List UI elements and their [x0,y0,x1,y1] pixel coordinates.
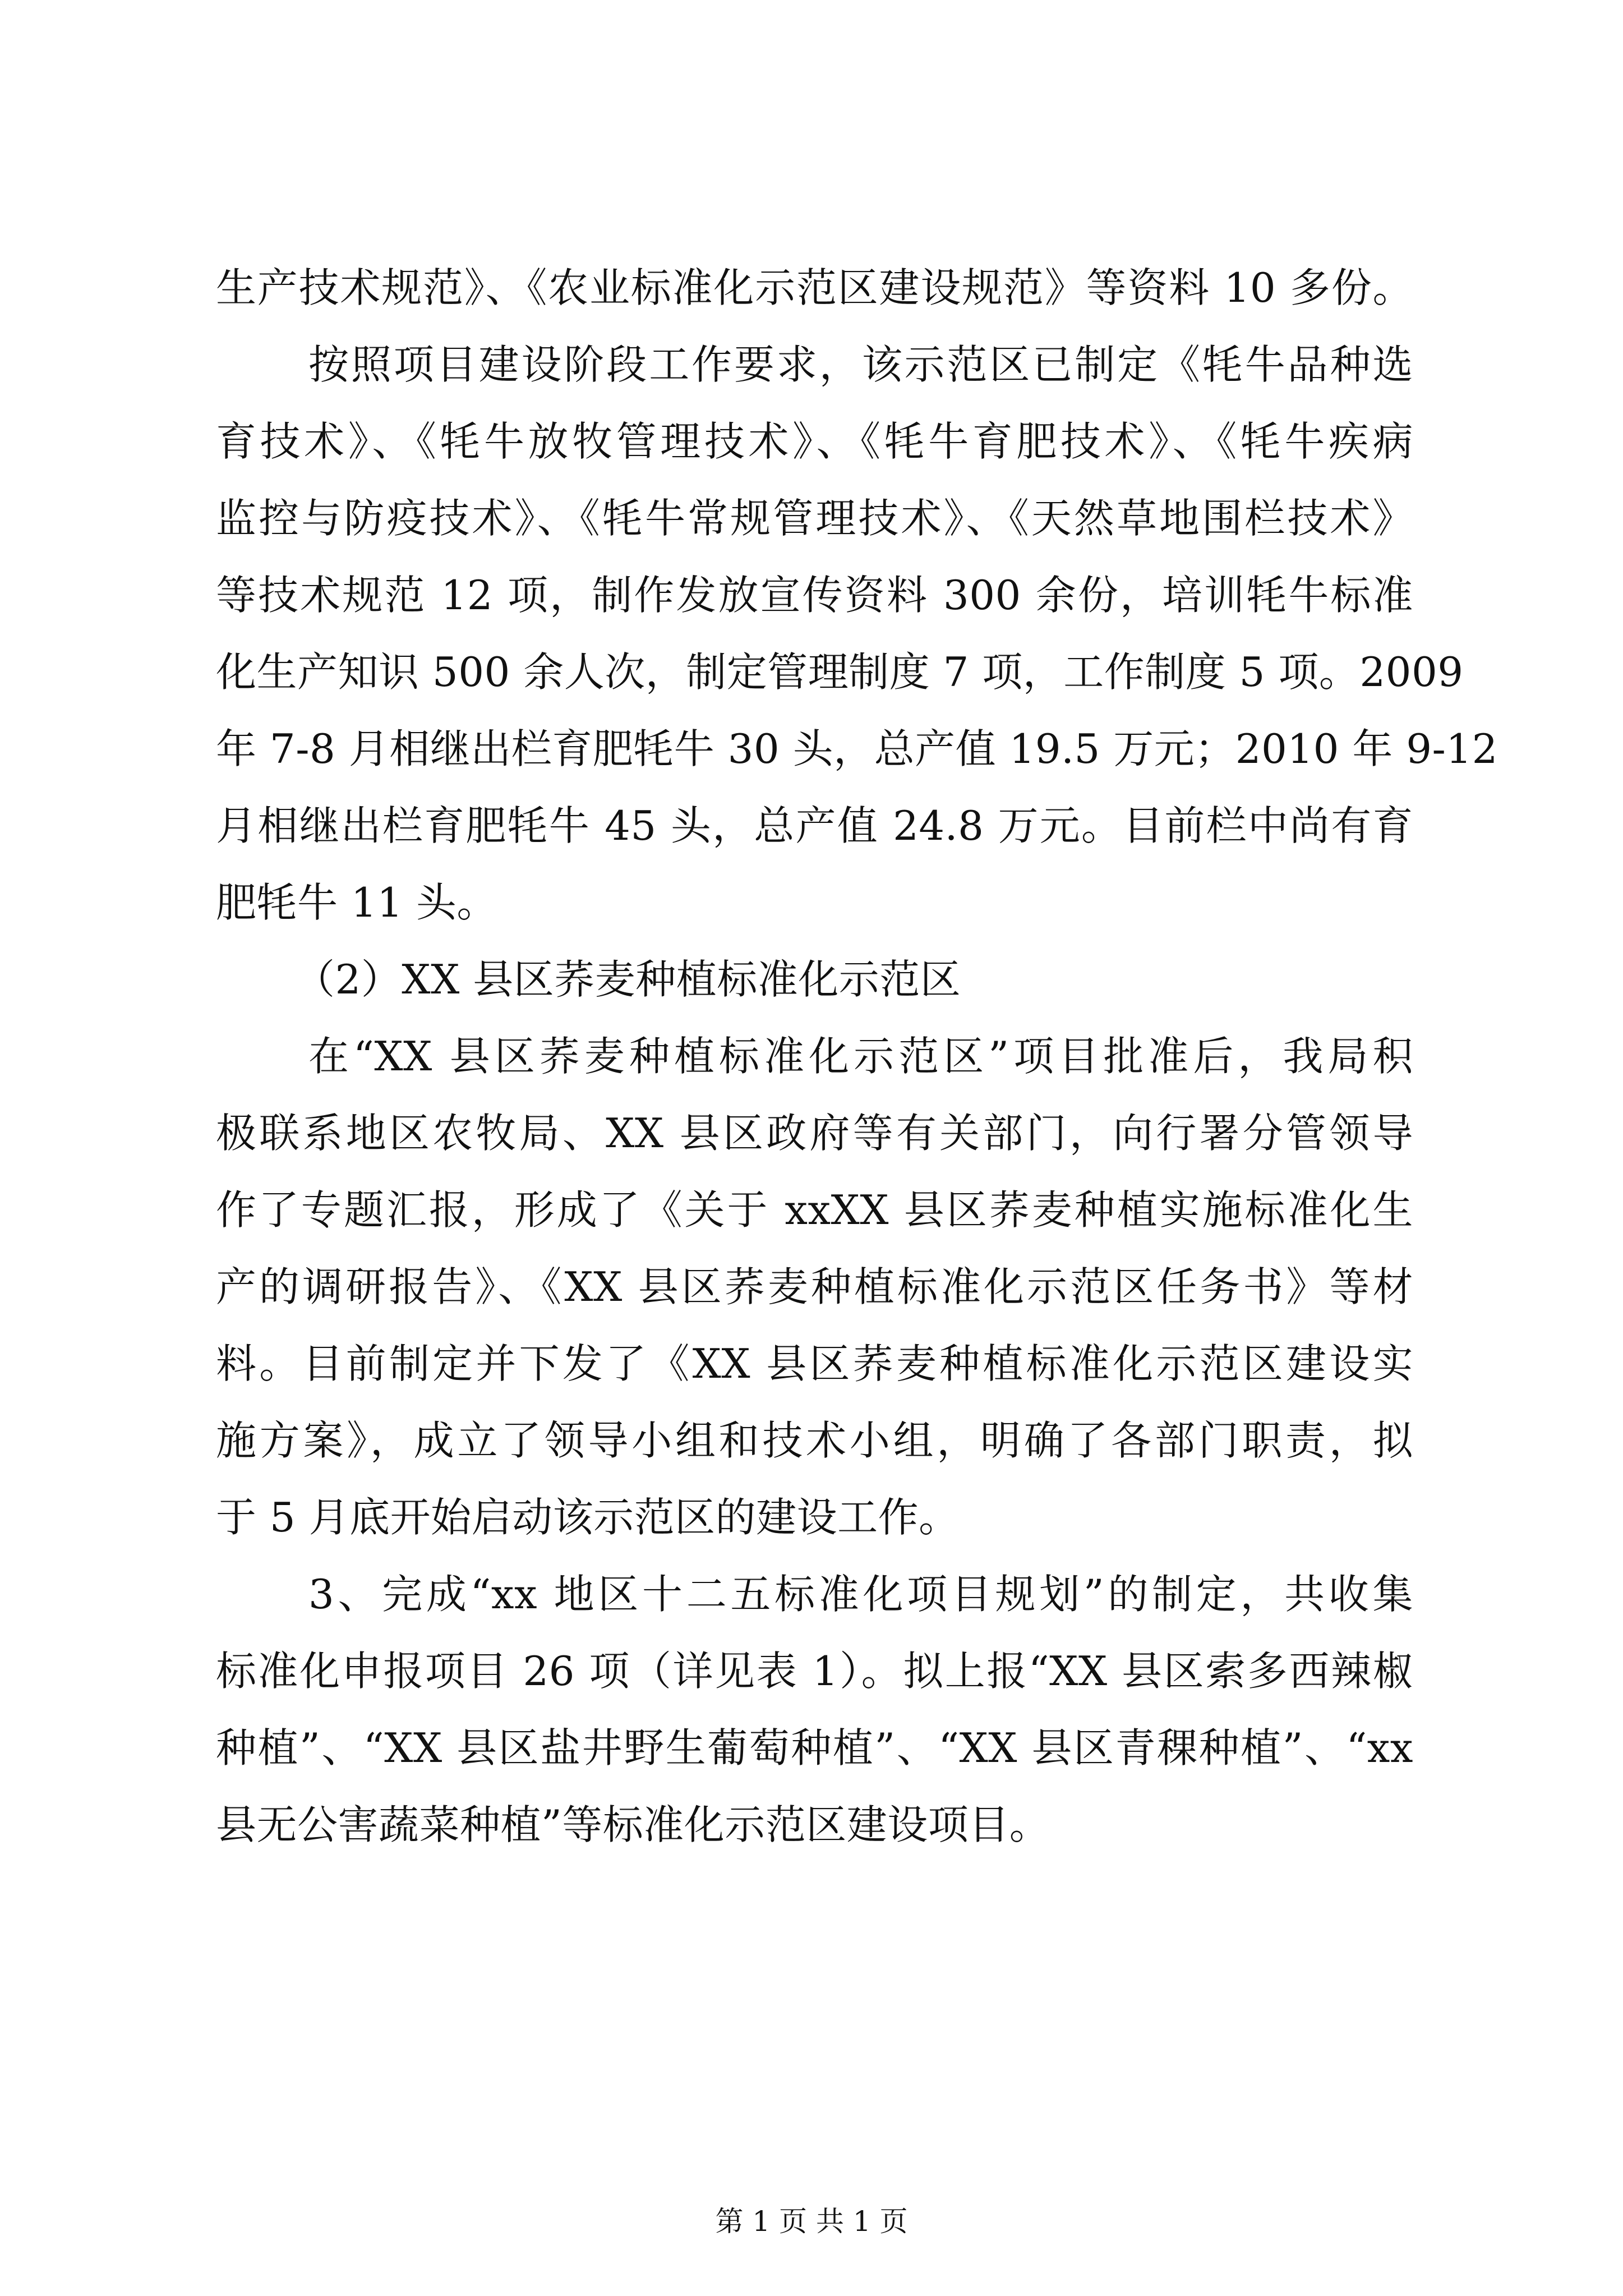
text-line: 种植”、“XX 县区盐井野生葡萄种植”、“XX 县区青稞种植”、“xx [216,1724,1413,1772]
text-line: 作了专题汇报，形成了《关于 xxXX 县区荞麦种植实施标准化生 [216,1186,1413,1234]
text-line: 等技术规范 12 项，制作发放宣传资料 300 余份，培训牦牛标准 [216,572,1413,619]
text-line: 产的调研报告》、《XX 县区荞麦种植标准化示范区任务书》等材 [216,1263,1413,1310]
page-footer: 第 1 页 共 1 页 [715,2205,908,2238]
text-line: 极联系地区农牧局、XX 县区政府等有关部门，向行署分管领导 [216,1110,1413,1157]
text-line: 育技术》、《牦牛放牧管理技术》、《牦牛育肥技术》、《牦牛疾病 [216,418,1413,465]
text-line: 监控与防疫技术》、《牦牛常规管理技术》、《天然草地围栏技术》 [216,495,1413,542]
text-line: 施方案》，成立了领导小组和技术小组，明确了各部门职责，拟 [216,1417,1413,1464]
text-line: 县无公害蔬菜种植”等标准化示范区建设项目。 [216,1801,1050,1848]
text-line: 3、完成“xx 地区十二五标准化项目规划”的制定，共收集 [308,1571,1413,1618]
text-line: 月相继出栏育肥牦牛 45 头，总产值 24.8 万元。目前栏中尚有育 [216,802,1413,849]
text-line: 生产技术规范》、《农业标准化示范区建设规范》等资料 10 多份。 [216,264,1413,311]
text-line: 标准化申报项目 26 项（详见表 1）。拟上报“XX 县区索多西辣椒 [216,1648,1413,1695]
text-line: 肥牦牛 11 头。 [216,879,497,926]
text-line: 按照项目建设阶段工作要求，该示范区已制定《牦牛品种选 [308,341,1413,388]
text-line: 于 5 月底开始启动该示范区的建设工作。 [216,1494,960,1541]
text-line: 在“XX 县区荞麦种植标准化示范区”项目批准后，我局积 [308,1033,1413,1080]
text-line: 料。目前制定并下发了《XX 县区荞麦种植标准化示范区建设实 [216,1340,1413,1387]
section-heading: （2）XX 县区荞麦种植标准化示范区 [294,956,961,1003]
text-line: 年 7-8 月相继出栏育肥牦牛 30 头，总产值 19.5 万元；2010 年 9-12 [216,725,1498,772]
text-line: 化生产知识 500 余人次，制定管理制度 7 项，工作制度 5 项。2009 [216,648,1464,696]
